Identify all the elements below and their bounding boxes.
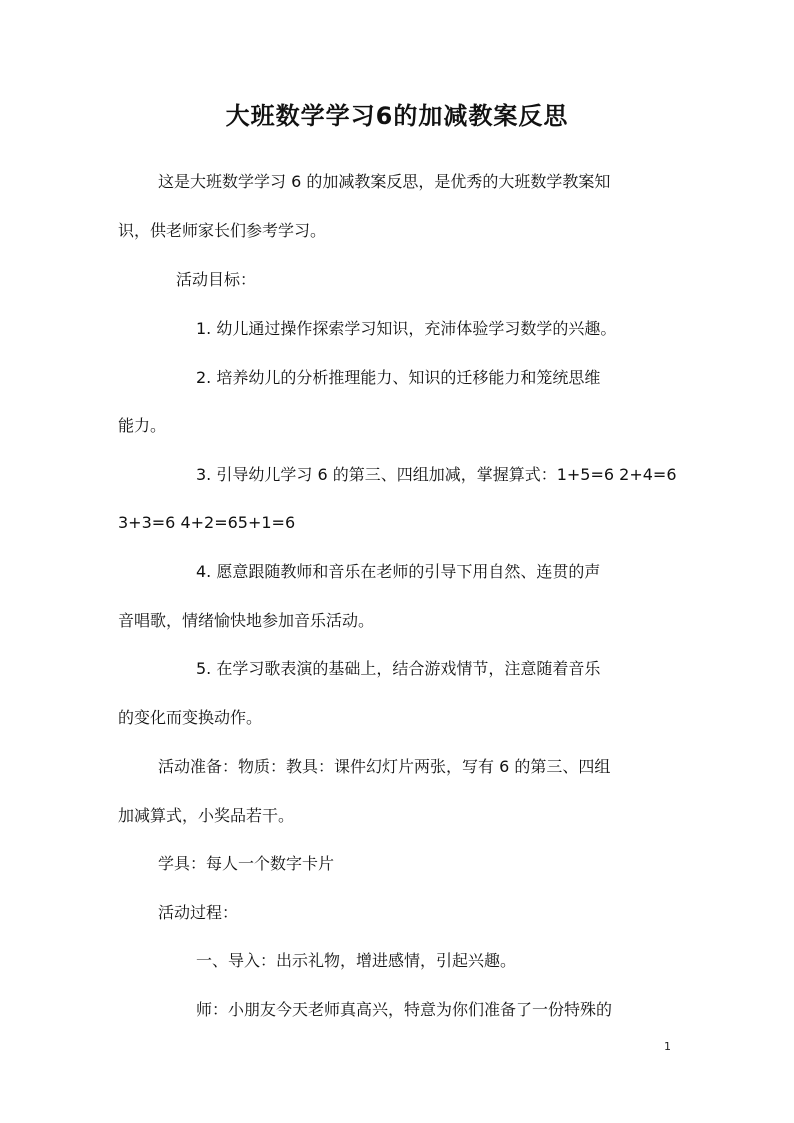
paragraph-line: 这是大班数学学习 6 的加减教案反思，是优秀的大班数学教案知 xyxy=(158,172,611,191)
paragraph-line: 的变化而变换动作。 xyxy=(118,708,263,727)
document-title: 大班数学学习6的加减教案反思 xyxy=(225,102,569,130)
paragraph-line: 学具：每人一个数字卡片 xyxy=(158,854,335,873)
section-heading: 活动目标： xyxy=(176,270,257,289)
paragraph-line: 一、导入：出示礼物，增进感情，引起兴趣。 xyxy=(196,951,517,970)
list-item: 2. 培养幼儿的分析推理能力、知识的迁移能力和笼统思维 xyxy=(196,368,601,387)
list-item: 5. 在学习歌表演的基础上，结合游戏情节，注意随着音乐 xyxy=(196,659,601,678)
paragraph-line: 3+3=6 4+2=65+1=6 xyxy=(118,513,296,532)
paragraph-line: 加减算式，小奖品若干。 xyxy=(118,806,295,825)
section-heading: 活动过程： xyxy=(158,903,239,922)
paragraph-line: 活动准备：物质：教具：课件幻灯片两张，写有 6 的第三、四组 xyxy=(158,757,611,776)
paragraph-line: 音唱歌，情绪愉快地参加音乐活动。 xyxy=(118,611,375,630)
list-item: 4. 愿意跟随教师和音乐在老师的引导下用自然、连贯的声 xyxy=(196,562,601,581)
list-item: 3. 引导幼儿学习 6 的第三、四组加减，掌握算式：1+5=6 2+4=6 xyxy=(196,465,677,484)
paragraph-line: 能力。 xyxy=(118,416,167,435)
paragraph-line: 识，供老师家长们参考学习。 xyxy=(118,221,327,240)
list-item: 1. 幼儿通过操作探索学习知识，充沛体验学习数学的兴趣。 xyxy=(196,319,617,338)
page-number: 1 xyxy=(664,1040,671,1053)
paragraph-line: 师：小朋友今天老师真高兴，特意为你们准备了一份特殊的 xyxy=(196,1000,613,1019)
